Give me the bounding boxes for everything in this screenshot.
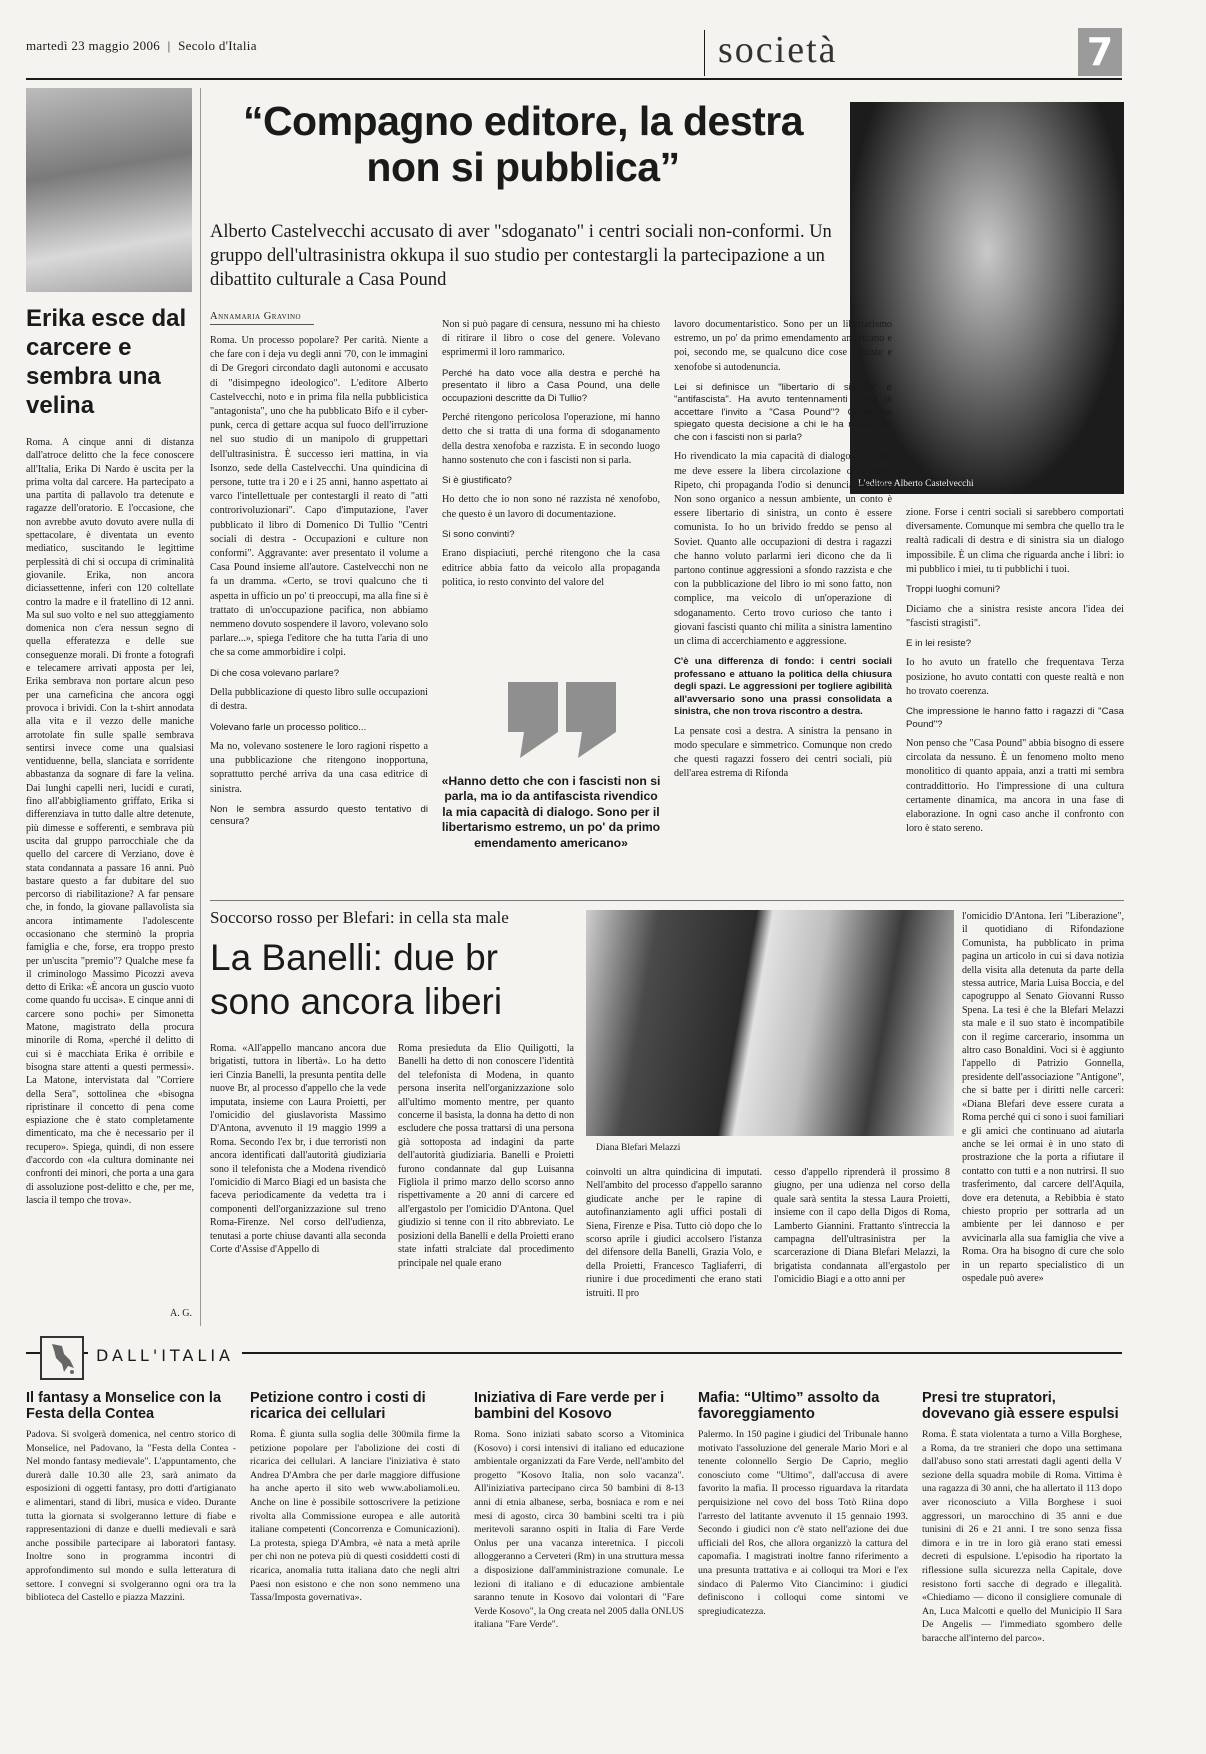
header-date-line: martedì 23 maggio 2006 | Secolo d'Italia xyxy=(26,38,257,53)
answer-5: Ho detto che io non sono né razzista né xenofobo, che questo è un lavoro di documentazione. xyxy=(442,494,660,520)
answer-6: Erano dispiaciuti, perché ritengono che la casa editrice abbia fatto da veicolo alla propaganda politica, io resto convinto del valore del xyxy=(442,548,660,588)
answer-4: Perché ritengono pericolosa l'operazione, mi hanno detto che si tratta di una forma di sdoganamento della destra xenofoba e razzista. E in secondo luogo hanno sostenuto che con i fascisti non si parla. xyxy=(442,412,660,466)
header-paper: Secolo d'Italia xyxy=(178,38,257,53)
banelli-col-4: cesso d'appello riprenderà il prossimo 8 giugno, per una udienza nel corso della quale sarà sentita la stessa Laura Proietti, insieme con il capo della Digos di Roma, Lamberto Giannini. Frattanto s'intreccia la campagna dell'ultrasinistra per la scarcerazione di Diana Blefari Melazzi, la brigatista condannata all'ergastolo per l'omicidio Biagi e a otto anni per xyxy=(774,1167,950,1286)
page-number: 7 xyxy=(1078,28,1122,76)
main-byline: Annamaria Gravino xyxy=(210,311,302,322)
banelli-kicker: Soccorso rosso per Blefari: in cella sta male xyxy=(210,908,509,927)
sidebar-byline: A. G. xyxy=(170,1308,192,1319)
blefari-photo xyxy=(586,910,954,1136)
question-6: Si sono convinti? xyxy=(442,528,515,540)
brief-5-body: Roma. È stata violentata a turno a Villa Borghese, a Roma, da tre stranieri che dopo una settimana dall'abuso sono stati arrestati dagli agenti della V sezione della squadra mobile di Roma. Vittima è una ragazza di 30 anni, che ha allertato il 113 dopo aver riconosciuto a Villa Borghese i suoi aggressori, un marocchino di 35 anni e due tunisini di 26 e 21 anni. I tre sono senza fissa dimora e in tre in loro già erano stati emessi decreti di espulsione. L'episodio ha riportato la riflessione sulla sicurezza nella Capitale, dove resistono forti sacche di degrado e illegalità. «Chiediamo — dicono il consigliere comunale di An, Luca Malcotti e quello del Municipio II Sara De Angelis — l'immediato sgombero delle baracche all'interno del parco». xyxy=(922,1429,1122,1644)
question-3: Non le sembra assurdo questo tentativo di censura? xyxy=(210,803,428,828)
banelli-headline: La Banelli: due br sono ancora liberi xyxy=(210,937,503,1022)
question-1: Di che cosa volevano parlare? xyxy=(210,667,340,679)
banelli-col-3: coinvolti un altra quindicina di imputati. Nell'ambito del processo d'appello saranno giudicate anche per le rapine di autofinanziamento agli uffici postali di Siena, Firenze e Pisa. Tutto ciò dopo che lo scorso aprile i giudici accolsero l'istanza del difensore della Banelli, Grazia Volo, e della Proietti, Francesco Tagliaferri, di riunire i due procedimenti che erano stati istruiti. Il pro xyxy=(586,1167,762,1299)
answer-3: Non si può pagare di censura, nessuno mi ha chiesto di ritirare il libro o cose del genere. Volevano esprimermi il loro rammarico. xyxy=(442,319,660,359)
main-col-3-top: lavoro documentaristico. Sono per un libertarismo estremo, un po' da primo emendamento americano e poi, secondo me, se qualcuno dice cose razziste e xenofobe si autodenuncia. xyxy=(674,319,892,373)
main-col-1-text: Roma. Un processo popolare? Per carità. Niente a che fare con i deja vu degli anni '70, con le immagini di De Gregori circondato dagli autonomi e accusato di "disimpegno ideologico". L'editore Alberto Castelvecchi, noto e in prima fila nella pubblicistica "antagonista", uno che ha pubblicato Bifo e il cyber-punk, cerca di gettare acqua sul fuoco dell'irruzione nel suo studio di un manipolo di gruppettari dell'ultrasinistra. È successo ieri mattina, in via Isonzo, sede della Castelvecchi. Una quindicina di persone, tutte tra i 20 e i 25 anni, hanno aspettato ai varco l'intellettuale per contestargli il reato di "atti controrivoluzionari". Capo d'imputazione, l'aver pubblicato il libro di Domenico Di Tullio "Centri sociali di destra - Occupazioni e culture non conformi". Aggravante: aver presentato il volume a Casa Pound insieme all'autore. Castelvecchi non ne fa un dramma. «Certo, se trovi qualcuno che ti aspetta in ufficio un po' ti preoccupi, ma alla fine si è trattato di un'occupazione pacifica, non abbiamo nemmeno dovuto sospendere il lavoro, volevano solo parlare...», spiega l'editore che ha tutta l'aria di uno che sa come ammorbidire i colpi. xyxy=(210,335,428,659)
erika-photo xyxy=(26,88,192,292)
main-col-2 xyxy=(442,318,660,664)
byline-rule xyxy=(210,324,314,325)
answer-11: Non penso che "Casa Pound" abbia bisogno di essere circolata da nessuno. È un fenomeno molto meno monolitico di quanto appaia, anzi a tratti mi sembra contraddittorio. Ho l'impressione di una cultura certamente dinamica, ma ancora in una fase di elaborazione. In ogni caso anche il confronto con loro è stato sereno. xyxy=(906,738,1124,835)
header-date: martedì 23 maggio 2006 xyxy=(26,38,161,53)
castelvecchi-caption: L'editore Alberto Castelvecchi xyxy=(858,479,974,489)
answer-7: Ho rivendicato la mia capacità di dialogo. Secondo me deve essere la libera circolazione delle idee. Ripeto, chi propaganda l'odio si denuncia da solo. Non sono organico a nessun ambiente, un conto è essere libertario di sinistra, un conto è essere comunista. Io ho un brivido freddo se penso al Soviet. Quanto alle occupazioni di destra i ragazzi che hanno voluto parlarmi ieri dicono che da lì partono continue aggressioni a sfondo razzista e che con la pubblicazione del libro io mi sono fatto, non complice, ma veicolo di un'operazione di sdoganamento. Certo trovo curioso che tanto i giovani fascisti quanto chi milita a sinistra lamentino un clima di accerchiamento e aggressione. xyxy=(674,451,892,647)
answer-8: La pensate così a destra. A sinistra la pensano in modo speculare e simmetrico. Comunque non credo che questi ragazzi fossero dei centri sociali, più dell'area estrema di Rifonda xyxy=(674,725,892,780)
banelli-col-5: l'omicidio D'Antona. Ieri "Liberazione", il quotidiano di Rifondazione Comunista, ha pubblicato in prima pagina un articolo in cui si dava notizia della visita alla detenuta da parte della stessa autrice, Maria Luisa Boccia, e del capogruppo al Senato Giovanni Russo Spena. La tesi è che la Blefari Melazzi sta male e il suo stato è incompatibile con il regime carcerario, insomma un altro caso Bonaldini. Voci si è aggiunto l'appello di Patrizio Gonnella, presidente dell'associazione "Antigone", che si batte per i diritti nelle carceri: «Diana Blefari deve essere curata a Roma perché qui ci sono i suoi familiari e gli amici che continuano ad aiutarla anche se lei ormai è in uno stato di prostrazione che la porta a rifiutare il contatto con tutti e a non nutrirsi. Il suo trasferimento, dal carcere dell'Aquila, dove era detenuta, a Rebibbia è stato chiesto proprio per sottrarla ad un ambiente per lei dannoso e per avvicinarla alla sua famiglia che vive a Roma. Ora ha bisogno di cure che solo in un reparto specialistico di un ospedale può avere» xyxy=(962,911,1124,1284)
question-7: Lei si definisce un "libertario di sinistra" e "antifascista". Ha avuto tentennamenti prima di accettare l'invito a "Casa Pound"? Come ha spiegato questa decisione a chi le ha rinfacciato che con i fascisti non si parla? xyxy=(674,381,892,443)
sidebar-divider xyxy=(200,88,201,1326)
brief-3-title: Iniziativa di Fare verde per i bambini del Kosovo xyxy=(474,1390,665,1422)
brief-5 xyxy=(922,1390,1122,1724)
quote-mark-icon-2 xyxy=(560,682,616,758)
answer-1: Della pubblicazione di questo libro sulle occupazioni di destra. xyxy=(210,687,428,713)
sidebar-headline: Erika esce dal carcere e sembra una velina xyxy=(26,305,187,419)
brief-1-body: Padova. Si svolgerà domenica, nel centro storico di Monselice, nel Padovano, la "Festa della Contea - Nel mondo fantasy medievale". L'appuntamento, che durerà dalle 10.30 alle 23, sarà animato da esposizioni di oggetti fantasy, pro dotti d'artigianato e alimentari, stand di libri, musica e video. Durante tutta la giornata si svolgeranno letture di fiabe e rappresentazioni di danze e duelli medievali e sarà anche possibile partecipare ai laboratori fantasy. Inoltre sono in programma incontri di approfondimento sul mondo e sulla letteratura di settore. I convegni si svolgeranno ogni ora tra la biblioteca del Castello e piazza Mazzini. xyxy=(26,1429,236,1604)
answer-2: Ma no, volevano sostenere le loro ragioni rispetto a una pubblicazione che ritengono inopportuna, soprattutto perché arriva da una casa editrice di sinistra. xyxy=(210,741,428,795)
answer-10: Io ho avuto un fratello che frequentava Terza posizione, ho avuto contatti con queste realtà e non ho trovato coerenza. xyxy=(906,657,1124,697)
header-rule xyxy=(26,78,1122,80)
question-5: Si è giustificato? xyxy=(442,474,512,486)
question-9: Troppi luoghi comuni? xyxy=(906,584,1001,596)
dallitalia-label: DALL'ITALIA xyxy=(88,1346,242,1365)
header-divider xyxy=(704,30,705,76)
brief-1-title: Il fantasy a Monselice con la Festa della Contea xyxy=(26,1390,222,1422)
brief-1 xyxy=(26,1390,236,1724)
brief-2 xyxy=(250,1390,460,1724)
answer-9: Diciamo che a sinistra resiste ancora l'idea dei "fascisti stragisti". xyxy=(906,603,1124,629)
italy-map-icon xyxy=(40,1336,84,1380)
brief-2-title: Petizione contro i costi di ricarica dei cellulari xyxy=(250,1390,426,1422)
banelli-col-2: Roma presieduta da Elio Quiligotti, la Banelli ha detto di non conoscere l'identità del telefonista di Modena, in quanto persona inserita nell'organizzazione solo all'ultimo momento mentre, per quanto concerne il basista, la donna ha detto di non escludere che possa trattarsi di una persona già sottoposta ad indagini da parte dell'autorità giudiziaria. Banelli e Proietti furono condannate dal gup Luisanna Figliola il primo marzo dello scorso anno rispettivamente a 20 anni di carcere ed all'ergastolo per l'omicidio D'Antona. Quel giudizio si tenne con il rito abbreviato. Le posizioni della Banelli e della Proietti erano state infatti stralciate dal procedimento principale nel quale erano xyxy=(398,1043,574,1269)
main-col-4 xyxy=(906,506,1124,886)
quote-mark-icon xyxy=(502,682,558,758)
section-title: società xyxy=(718,29,838,71)
question-11: Che impressione le hanno fatto i ragazzi di "Casa Pound"? xyxy=(906,706,1124,730)
brief-5-title: Presi tre stupratori, dovevano già essere espulsi xyxy=(922,1390,1119,1422)
question-8: C'è una differenza di fondo: i centri sociali professano e attuano la politica della chiusura degli spazi. Le aggressioni per togliere agibilità all'avversario sono una prassi consolidata a sinistra, che non trova riscontro a destra. xyxy=(674,656,892,718)
banelli-col-1: Roma. «All'appello mancano ancora due brigatisti, tuttora in libertà». Lo ha detto ieri Cinzia Banelli, la presunta pentita delle nuove Br, al processo d'appello che la vede imputata, insieme con Laura Proietti, per l'omicidio del giuslavorista Massimo D'Antona, avvenuto il 19 maggio 1999 a Roma. Secondo l'ex br, i due terroristi non ancora identificati dall'autorità giudiziaria sono il telefonista che a Modena rivendicò l'omicidio di Marco Biagi ed un basista che faceva periodicamente da vedetta tra i componenti dell'organizzazione sul treno Roma-Firenze. Nel corso dell'udienza, tenutasi a porte chiuse davanti alla seconda Corte d'Assise d'Appello di xyxy=(210,1043,386,1256)
brief-3-body: Roma. Sono iniziati sabato scorso a Vitominica (Kosovo) i corsi intensivi di italiano ed educazione ambientale organizzati da Fare Verde, nell'ambito del progetto "Kosovo Italia, non solo vacanza". All'iniziativa partecipano circa 50 bambini di 8-13 anni di etnia albanese, serba, bosniaca e rom e nei mesi di agosto, circa 30 bambini scelti tra i più meritevoli saranno ospiti in Italia di Fare Verde Onlus per una vacanza interetnica. I piccoli alloggeranno a Cerveteri (Rm) in una struttura messa a disposizione dall'amministrazione comunale. Le lezioni di italiano e di educazione ambientale saranno tenute in Kosovo dai volontari di "Fare Verde Kosovo", la Ong creata nel 2005 dalla ONLUS italiana "Fare Verde". xyxy=(474,1429,684,1631)
main-headline: “Compagno editore, la destra non si pubblica” xyxy=(242,98,804,190)
brief-4-title: Mafia: “Ultimo” assolto da favoreggiamento xyxy=(698,1390,880,1422)
brief-4 xyxy=(698,1390,908,1724)
brief-2-body: Roma. È giunta sulla soglia delle 300mila firme la petizione popolare per l'abolizione dei costi di ricarica dei cellulari. A lanciare l'iniziativa è stato Andrea D'Ambra che per darle maggiore diffusione ha anche aperto il sito web www.aboliamoli.eu. Anche on line è possibile sottoscrivere la petizione rivolta alla Commissione europea e alle autorità italiane competenti (Concorrenza e Comunicazioni). La protesta, spiega D'Ambra, «è nata a metà aprile per chi non ne poteva più di questi cosiddetti costi di ricarica, anomalia tutta italiana dato che negli altri Paesi non esistono e che non sono nemmeno una Tassa/Imposta governativa». xyxy=(250,1429,460,1604)
blefari-caption: Diana Blefari Melazzi xyxy=(592,1142,684,1154)
sidebar-body: Roma. A cinque anni di distanza dall'atroce delitto che la fece conoscere all'Italia, Erika Di Nardo è uscita per la prima volta dal carcere. Ha partecipato a una partita di pallavolo tra detenute e ragazze dell'oratorio. E l'occasione, che non avrebbe avuto dovuto avere nulla di spettacolare, è diventata un evento mediatico, suscitando le legittime perplessità di chi si occupa di criminalità giovanile. Erika, non ancora diciassettenne, inferì con 120 coltellate contro la madre e il fratellino di 12 anni. Ma sul suo volto e nel suo atteggiamento domenica non c'era nessun segno di quella efferatezza e delle sue conseguenze morali. Di fronte a fotografi e telecamere arrivati apposta per lei, Erika sembrava non portare alcun peso per una carneficina che ancora oggi provoca i brividi. Con la t-shirt annodata alla vita e il vezzo delle maniche arrotolate fin sulle spalle sembrava sentirsi invece come una qualsiasi ventiduenne, bella, slanciata e sorridente abbastanza da sognare di fare la velina. Dai lunghi capelli neri, lucidi e curati, fino all'abbigliamento griffato, Erika si differenziava in tutto dalle altre detenute, più dimesse e sofferenti, e sembrava più uscita dal gruppo parrocchiale che da quello del carcere di Verziano, dove è stata condannata a passare 16 anni. Può bastare questo a far dubitare del suo percorso di riabilitazione? A far pensare che, in fondo, la giovane pallavolista sia ancora intimamente l'adolescente occasionano che sterminò la propria famiglia e che, forse, era troppo presto per un'uscita "premio"? Qualche mese fa il criminologo Massimo Picozzi aveva detto di Erika: «È ancora un guscio vuoto come quando fu uccisa». E cinque anni di carcere sono pochi» per Simonetta Matone, magistrato della procura minorile di Roma, «perché il delitto di cui si è macchiata Erika è orribile e bisogna stare attenti a questi permessi». La Matone, intervistata dal "Corriere della Sera", sottolinea che «bisogna ripristinare il concetto di pena come espiazione che è stato completamente dimenticato, ma che è necessario per il recupero». Spiega, quindi, di non essere d'accordo con «la cultura dominante nei confronti dei minori, che porta a una gara di assoluzione post-delitto e che, per me, lascia il tempo che trova». xyxy=(26,437,194,1206)
question-2: Volevano farle un processo politico... xyxy=(210,721,367,733)
question-4: Perché ha dato voce alla destra e perché ha presentato il libro a Casa Pound, una delle occupazioni descritte da Di Tullio? xyxy=(442,367,660,404)
main-col-4-top: zione. Forse i centri sociali si sarebbero comportati diversamente. Comunque mi sembra che quello tra le realtà radicali di destra e di sinistra sia un dialogo impossibile. È un clima che riguarda anche i libri: io mi pubblico i miei, tu ti pubblichi i tuoi. xyxy=(906,507,1124,575)
question-10: E in lei resiste? xyxy=(906,637,972,649)
main-col-3 xyxy=(674,318,892,886)
main-col-1 xyxy=(210,334,428,864)
pullquote: «Hanno detto che con i fascisti non si parla, ma io da antifascista rivendico la mia capacità di dialogo. Sono per il libertarismo estremo, un po' da primo emendamento americano» xyxy=(441,774,661,850)
section-rule xyxy=(210,900,1124,901)
main-subhead: Alberto Castelvecchi accusato di aver "sdoganato" i centri sociali non-conformi. Un gruppo dell'ultrasinistra okkupa il suo studio per contestargli la partecipazione a un dibattito culturale a Casa Pound xyxy=(210,222,832,290)
brief-4-body: Palermo. In 150 pagine i giudici del Tribunale hanno motivato l'assoluzione del generale Mario Mori e al tenente colonnello Sergio De Caprio, meglio conosciuto come "Ultimo", dall'accusa di avere favorito la mafia. Il processo riguardava la ritardata perquisizione nel covo del boss Totò Riina dopo l'arresto del latitante avvenuto il 15 gennaio 1993. Secondo i giudici non c'è stato nell'azione dei due ufficiali del Ros, che allora organizzò la cattura del capomafia. I magistrati inoltre fanno riferimento a una presunta trattativa e ai colloqui tra Mori e l'ex sindaco di Palermo Vito Ciancimino: i giudici definiscono i colloqui come sintomi ve spregiudicatezza. xyxy=(698,1429,908,1617)
brief-3 xyxy=(474,1390,684,1724)
